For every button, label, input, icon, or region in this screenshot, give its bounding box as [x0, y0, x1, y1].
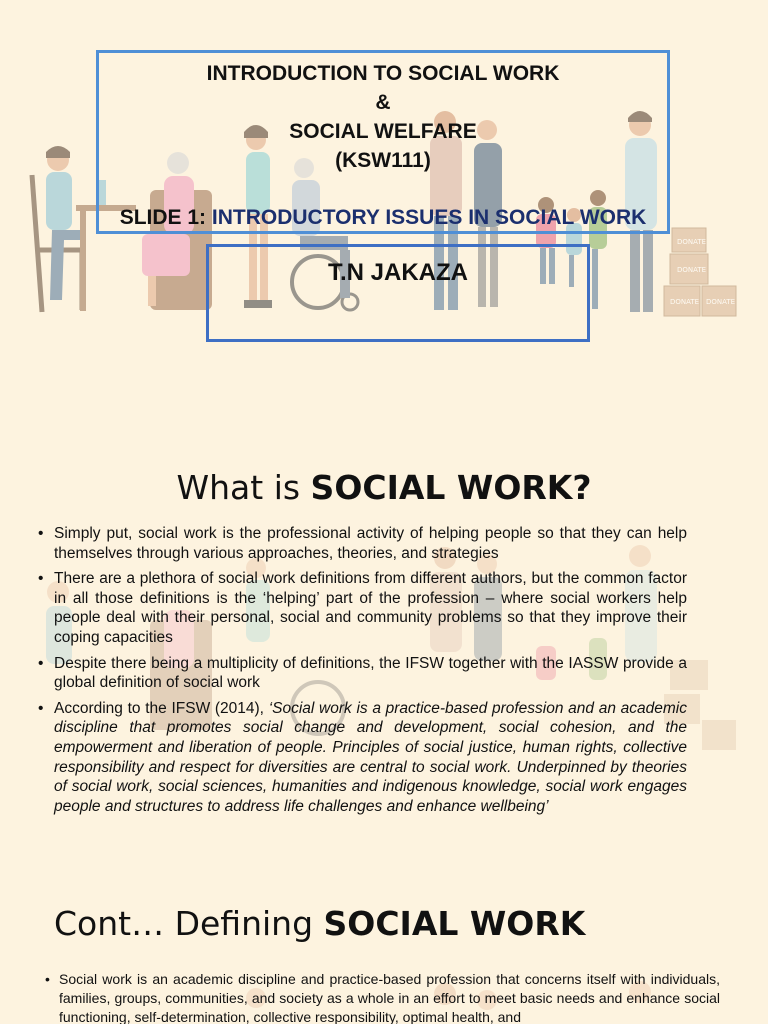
bullet-item: • There are a plethora of social work definitions from different authors, but the common factor in all those definitions is the ‘helping’ part of the profession – where social workers help people deal with their personal, social and community problems so that they improve their coping capacities — [54, 569, 687, 647]
slide-topic: INTRODUCTORY ISSUES IN SOCIAL WORK — [211, 206, 647, 229]
definition-slide — [0, 440, 768, 880]
heading-emphasis: SOCIAL WORK? — [310, 468, 592, 507]
course-title-line: INTRODUCTION TO SOCIAL WORK — [206, 62, 560, 85]
section-heading — [0, 468, 768, 507]
course-title-line: & — [375, 91, 391, 114]
course-code: (KSW111) — [335, 149, 431, 172]
bullet-item: • Simply put, social work is the professional activity of helping people so that they can help themselves through various approaches, theories, and strategies — [54, 524, 687, 563]
bullet-text: According to the IFSW (2014), — [54, 699, 269, 717]
heading-text: Cont… Defining — [54, 904, 324, 943]
title-slide — [0, 0, 768, 420]
definition-bullets — [59, 970, 720, 1024]
course-title-line: SOCIAL WELFARE — [289, 120, 477, 143]
definition-cont-slide — [0, 880, 768, 1024]
donate-label: DONATE — [677, 266, 707, 274]
donate-boxes — [664, 228, 736, 316]
section-heading — [54, 904, 585, 943]
slide-subtitle — [99, 203, 667, 232]
ifsw-quote: ‘Social work is a practice-based profession and an academic discipline that promotes social change and development, social cohesion, and the empowerment and liberation of people. Principles of social justice, human rights, collective responsibility and respect for diversities are central to social work. Underpinned by theories of social work, social sciences, humanities and indigenous knowledge, social work engages people and structures to address life challenges and enhance wellbeing’ — [54, 699, 687, 815]
bullet-item: • Social work is an academic discipline and practice-based profession that concerns itself with individuals, families, groups, communities, and society as a whole in an effort to meet basic needs and enhance social functioning, self-determination, collective responsibility, optimal health, and — [59, 970, 720, 1024]
donate-label: DONATE — [706, 298, 736, 306]
slide-number: SLIDE 1: — [119, 206, 212, 229]
author-box — [206, 244, 590, 342]
definition-bullets — [54, 524, 687, 822]
donate-label: DONATE — [677, 238, 707, 246]
donate-label: DONATE — [670, 298, 700, 306]
heading-emphasis: SOCIAL WORK — [323, 904, 586, 943]
course-title-box — [96, 50, 670, 234]
heading-text: What is — [176, 468, 311, 507]
bullet-item: • Despite there being a multiplicity of definitions, the IFSW together with the IASSW provide a global definition of social work — [54, 654, 687, 693]
author-name: T.N JAKAZA — [327, 259, 468, 286]
bullet-item — [54, 699, 687, 817]
